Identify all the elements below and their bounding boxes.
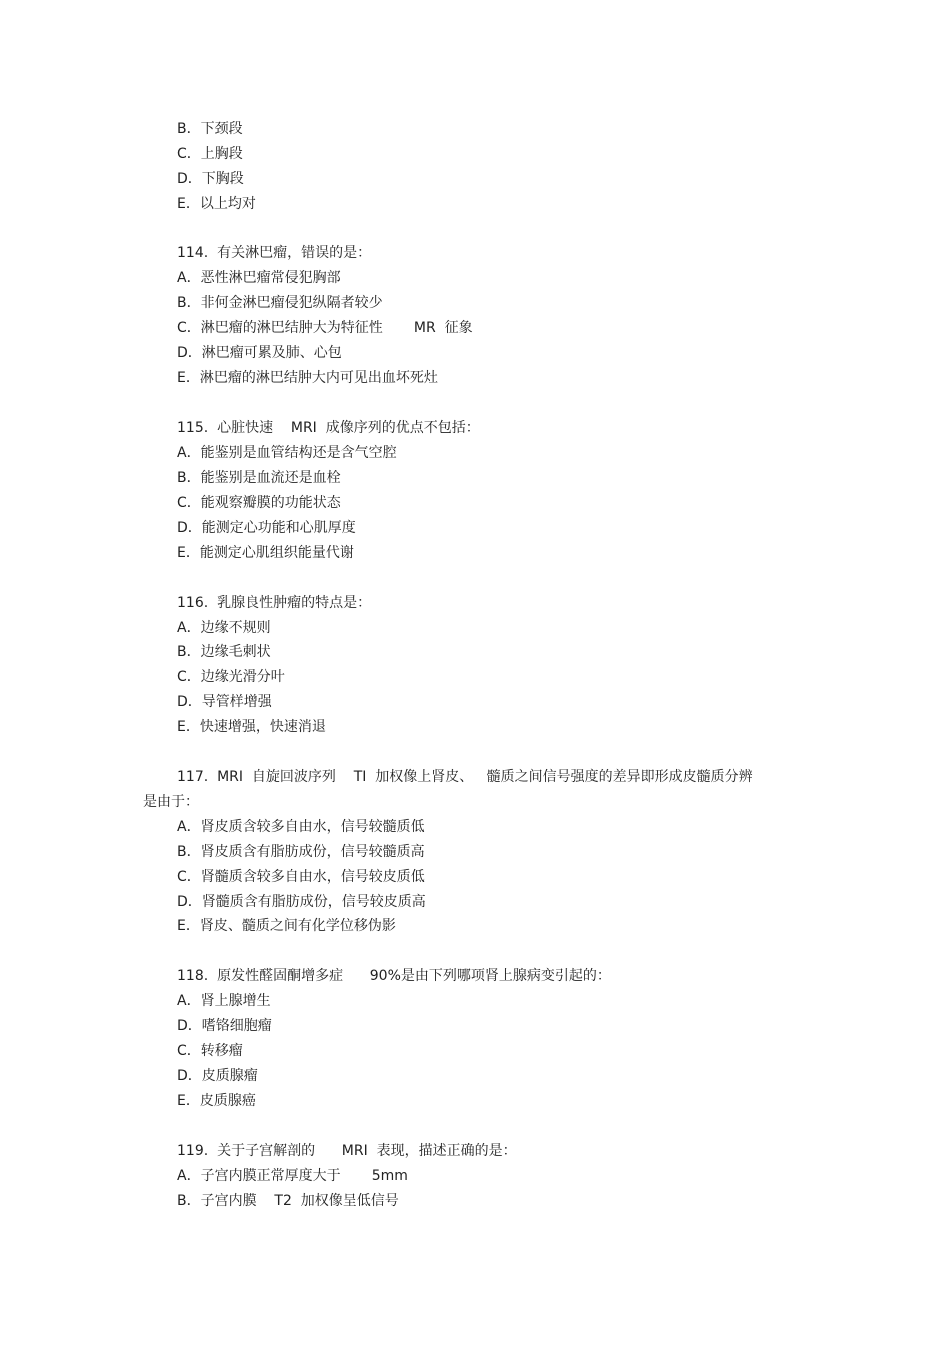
option-line: D．导管样增强 — [177, 694, 272, 710]
option-line: A．肾上腺增生 — [177, 993, 271, 1009]
question-stem: 119. 关于子宫解剖的 MRI 表现，描述正确的是： — [177, 1143, 517, 1159]
option-line: A．子宫内膜正常厚度大于 5mm — [177, 1168, 408, 1184]
option-line: B．能鉴别是血流还是血栓 — [177, 470, 341, 486]
option-line: E．淋巴瘤的淋巴结肿大内可见出血坏死灶 — [177, 370, 438, 386]
option-line: D．嗜铬细胞瘤 — [177, 1018, 272, 1034]
option-line: D．下胸段 — [177, 171, 244, 187]
option-line: B．边缘毛刺状 — [177, 644, 271, 660]
option-line: E．能测定心肌组织能量代谢 — [177, 545, 354, 561]
option-line: A．恶性淋巴瘤常侵犯胸部 — [177, 270, 341, 286]
option-line: D．能测定心功能和心肌厚度 — [177, 520, 356, 536]
option-line: A．能鉴别是血管结构还是含气空腔 — [177, 445, 397, 461]
option-line: E．以上均对 — [177, 196, 256, 212]
option-line: D．皮质腺瘤 — [177, 1068, 258, 1084]
option-line: B．子宫内膜 T2 加权像呈低信号 — [177, 1193, 399, 1209]
question-stem: 118. 原发性醛固酮增多症 90%是由下列哪项肾上腺病变引起的： — [177, 968, 611, 984]
option-line: D．淋巴瘤可累及肺、心包 — [177, 345, 342, 361]
option-line: E．快速增强，快速消退 — [177, 719, 326, 735]
option-line: C．肾髓质含较多自由水，信号较皮质低 — [177, 869, 425, 885]
option-line: B．下颈段 — [177, 121, 243, 137]
option-line: C．淋巴瘤的淋巴结肿大为特征性 MR 征象 — [177, 320, 473, 336]
option-line: C．上胸段 — [177, 146, 243, 162]
question-stem: 116. 乳腺良性肿瘤的特点是： — [177, 595, 372, 611]
option-line: C．边缘光滑分叶 — [177, 669, 285, 685]
option-line: B．非何金淋巴瘤侵犯纵隔者较少 — [177, 295, 383, 311]
question-stem: 114. 有关淋巴瘤，错误的是： — [177, 245, 372, 261]
option-line: A．肾皮质含较多自由水，信号较髓质低 — [177, 819, 425, 835]
option-line: C．能观察瓣膜的功能状态 — [177, 495, 341, 511]
option-line: A．边缘不规则 — [177, 620, 271, 636]
option-line: B．肾皮质含有脂肪成份，信号较髓质高 — [177, 844, 425, 860]
question-stem-continuation: 是由于： — [143, 794, 199, 810]
option-line: D．肾髓质含有脂肪成份，信号较皮质高 — [177, 894, 426, 910]
option-line: E．皮质腺癌 — [177, 1093, 256, 1109]
question-stem: 115. 心脏快速 MRI 成像序列的优点不包括： — [177, 420, 480, 436]
option-line: C．转移瘤 — [177, 1043, 243, 1059]
question-stem: 117. MRI 自旋回波序列 TI 加权像上肾皮、 髓质之间信号强度的差异即形成皮髓质分辨 — [177, 769, 753, 785]
option-line: E．肾皮、髓质之间有化学位移伪影 — [177, 918, 396, 934]
